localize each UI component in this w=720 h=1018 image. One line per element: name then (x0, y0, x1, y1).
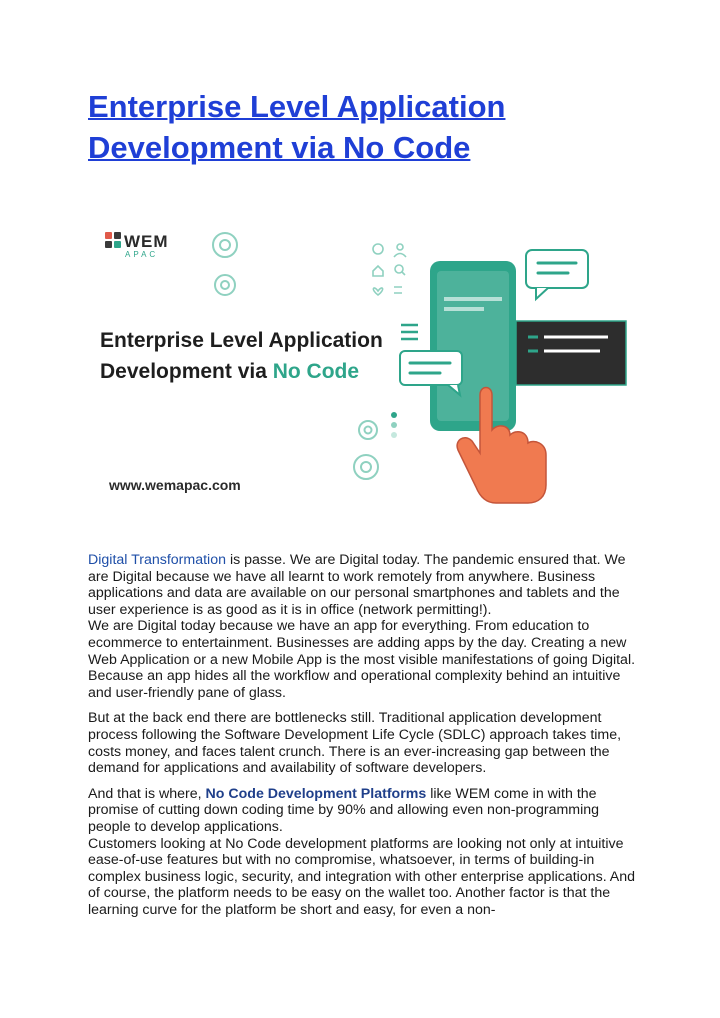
hero-url: www.wemapac.com (109, 477, 241, 493)
paragraph-1-text: is passe. We are Digital today. The pandemic ensured that. We are Digital because we have all learnt to work remotely from anywhere. Business applications and data are available on our personal smartphones and tablets and the user experience is as good as it is in office (network permitting!). (88, 552, 626, 618)
title-line-1[interactable]: Enterprise Level Application (88, 89, 506, 124)
paragraph-4-text: like WEM come in with the promise of cutting down coding time by 90% and allowing even non-programming people to develop applications. (88, 785, 600, 835)
hero-heading-line-2-prefix: Development via (100, 360, 273, 383)
code-panel (516, 321, 626, 385)
dots-icon (391, 412, 397, 438)
menu-icon (401, 325, 418, 339)
page-title[interactable] (88, 86, 648, 168)
paragraph-5: Customers looking at No Code development platforms are looking not only at intuitive ease-of-use features but with no compromise, whatsoever, in terms of building-in complex business logic, security, and integration with other enterprise applications. And of course, the platform needs to be easy on the wallet too. Another factor is that the learning curve for the platform be short and easy, for even a non- (88, 835, 636, 918)
paragraph-2: We are Digital today because we have an app for everything. From education to ecommerce to entertainment. Businesses are adding apps by the day. Creating a new Web Application or a new Mobile App is the most visible manifestations of going Digital. Because an app hides all the workflow and operational complexity behind an intuitive and user-friendly pane of glass. (88, 618, 636, 701)
ui-icons-cluster (373, 244, 406, 295)
article-body (88, 552, 636, 927)
hero-heading-highlight: No Code (272, 360, 360, 383)
hero-heading-line-1: Enterprise Level Application (100, 329, 383, 352)
title-line-2[interactable]: Development via No Code (88, 130, 471, 165)
paragraph-1 (88, 552, 636, 618)
chat-bubble-icon (526, 250, 588, 299)
wem-logo-icon (105, 232, 121, 248)
gear-icon (213, 233, 378, 479)
brand-name: WEM (124, 232, 169, 251)
paragraph-4-prefix: And that is where, (88, 785, 206, 802)
brand-sub: APAC (125, 250, 159, 259)
no-code-platforms-link[interactable]: No Code Development Platforms (205, 785, 427, 802)
paragraph-4 (88, 786, 636, 836)
phone-illustration (430, 261, 516, 431)
digital-transformation-link[interactable]: Digital Transformation (88, 552, 226, 568)
paragraph-3: But at the back end there are bottlenecks still. Traditional application development process following the Software Development Life Cycle (SDLC) approach takes time, costs money, and faces talent crunch. There is an ever-increasing gap between the demand for applications and availability of software developers. (88, 710, 622, 777)
hero-image (88, 205, 638, 505)
hero-heading-line-2 (100, 360, 359, 383)
